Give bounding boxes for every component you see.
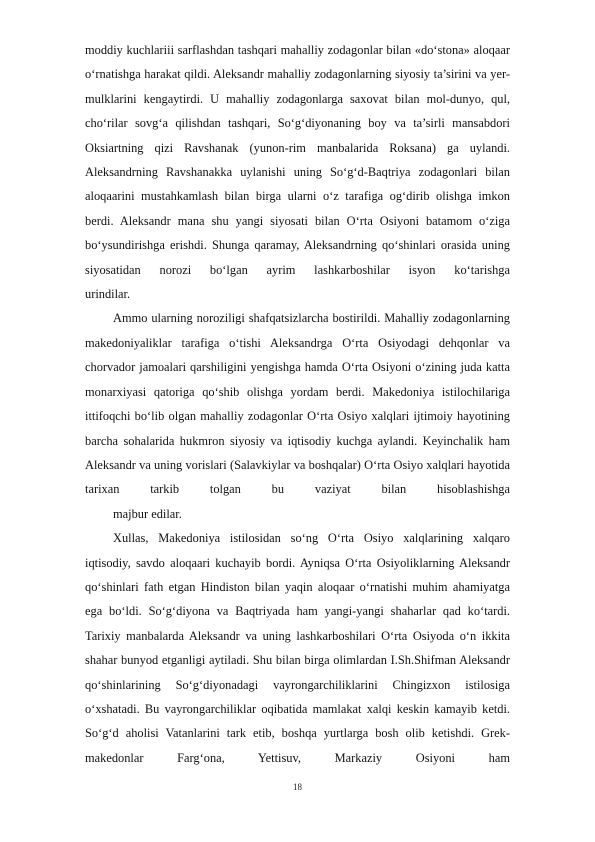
body-text <box>85 38 510 770</box>
paragraph-3 <box>85 526 510 770</box>
paragraph-2 <box>85 306 510 526</box>
paragraph-1-last-line: urindilar. <box>85 287 131 302</box>
paragraph-2-text: Ammo ularning noroziligi shafqatsizlarcha bostirildi. Mahalliy zodagonlarning makedoniyaliklar tarafiga o‘tishi Aleksandrga O‘rta Osiyodagi dehqonlar va chorvador jamoalari qarshiligini yengishga hamda O‘rta Osiyoni o‘zining juda katta monarxiyasi qatoriga qo‘shib olishga yordam berdi. Makedoniya istilochilariga ittifoqchi bo‘lib olgan mahalliy zodagonlar O‘rta Osiyo xalqlari ijtimoiy hayotining barcha sohalarida hukmron siyosiy va iqtisodiy kuchga aylandi. Keyinchalik ham Aleksandr va uning vorislari (Salavkiylar va boshqalar) O‘rta Osiyo xalqlari hayotida tarixan tarkib tolgan bu vaziyat bilan hisoblashishga <box>85 311 510 497</box>
paragraph-3-text: Xullas, Makedoniya istilosidan so‘ng O‘rta Osiyo xalqlarining xalqaro iqtisodiy, savdo aloqaari kuchayib bordi. Ayniqsa O‘rta Osiyoliklarning Aleksandr qo‘shinlari fath etgan Hindiston bilan yaqin aloqaar o‘rnatishi muhim ahamiyatga ega bo‘ldi. So‘g‘diyona va Baqtriyada ham yangi-yangi shaharlar qad ko‘tardi. Tarixiy manbalarda Aleksandr va uning lashkarboshilari O‘rta Osiyoda o‘n ikkita shahar bunyod etganligi aytiladi. Shu bilan birga olimlardan I.Sh.Shifman Aleksandr qo‘shinlarining So‘g‘diyonadagi vayrongarchiliklarini Chingizxon istilosiga o‘xshatadi. Bu vayrongarchiliklar oqibatida mamlakat xalqi keskin kamayib ketdi. So‘g‘d aholisi Vatanlarini tark etib, boshqa yurtlarga bosh olib ketishdi. Grek-makedonlar Farg‘ona, Yettisuv, Markaziy Osiyoni ham <box>85 531 510 765</box>
page-number: 18 <box>293 782 302 792</box>
paragraph-2-last-line: majbur edilar. <box>113 506 182 521</box>
paragraph-1-text: moddiy kuchlariii sarflashdan tashqari mahalliy zodagonlar bilan «do‘stona» aloqaar o‘rnatishga harakat qildi. Aleksandr mahalliy zodagonlarning siyosiy ta’sirini va yer-mulklarini kengaytirdi. U mahalliy zodagonlarga saxovat bilan mol-dunyo, qul, cho‘rilar sovg‘a qilishdan tashqari, So‘g‘diyonaning boy va ta’sirli mansabdori Oksiartning qizi Ravshanak (yunon-rim manbalarida Roksana) ga uylandi. Aleksandrning Ravshanakka uylanishi uning So‘g‘d-Baqtriya zodagonlari bilan aloqaarini mustahkamlash bilan birga ularni o‘z tarafiga og‘dirib olishga imkon berdi. Aleksandr mana shu yangi siyosati bilan O‘rta Osiyoni batamom o‘ziga bo‘ysundirishga erishdi. Shunga qaramay, Aleksandrning qo‘shinlari orasida uning siyosatidan norozi bo‘lgan ayrim lashkarboshilar isyon ko‘tarishga <box>85 43 510 277</box>
paragraph-1 <box>85 38 510 306</box>
